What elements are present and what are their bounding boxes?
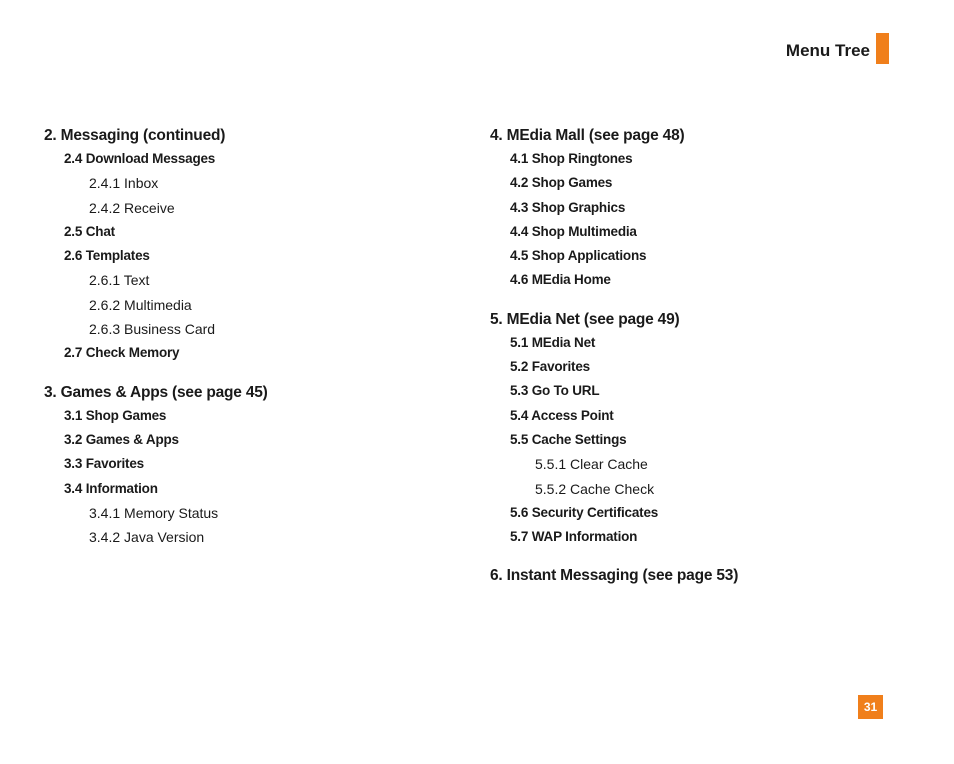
section-title: 4. MEdia Mall (see page 48)	[490, 127, 685, 144]
menu-section	[490, 565, 738, 587]
left-column	[44, 125, 268, 565]
sub-submenu-item: 2.6.2 Multimedia	[89, 296, 192, 313]
right-column	[490, 125, 738, 603]
menu-section	[44, 125, 268, 366]
header-accent-bar	[876, 33, 889, 64]
sub-submenu-item: 2.4.1 Inbox	[89, 175, 159, 192]
submenu-item: 4.6 MEdia Home	[510, 272, 611, 288]
menu-section	[44, 382, 268, 550]
section-title: 3. Games & Apps (see page 45)	[44, 383, 268, 401]
submenu-item: 5.2 Favorites	[510, 359, 590, 375]
submenu-item: 3.1 Shop Games	[64, 407, 167, 423]
submenu-item: 5.4 Access Point	[510, 407, 614, 423]
sub-submenu-item: 3.4.1 Memory Status	[89, 504, 219, 521]
submenu-item: 5.5 Cache Settings	[510, 431, 627, 447]
menu-section	[490, 309, 738, 550]
submenu-item: 2.5 Chat	[64, 223, 115, 239]
sub-submenu-item: 2.6.3 Business Card	[89, 321, 216, 338]
submenu-item: 4.5 Shop Applications	[510, 248, 647, 264]
submenu-item: 2.6 Templates	[64, 248, 150, 264]
submenu-item: 3.3 Favorites	[64, 456, 144, 472]
section-title: 2. Messaging (continued)	[44, 127, 226, 144]
sub-submenu-item: 2.6.1 Text	[89, 272, 150, 289]
submenu-item: 5.6 Security Certificates	[510, 504, 659, 520]
sub-submenu-item: 3.4.2 Java Version	[89, 529, 205, 546]
submenu-item: 2.4 Download Messages	[64, 151, 216, 166]
sub-submenu-item: 5.5.1 Clear Cache	[535, 456, 648, 473]
submenu-item: 4.4 Shop Multimedia	[510, 223, 637, 239]
submenu-item: 3.2 Games & Apps	[64, 431, 179, 447]
page-number-badge: 31	[858, 695, 883, 719]
submenu-item: 5.1 MEdia Net	[510, 334, 596, 350]
sub-submenu-item: 5.5.2 Cache Check	[535, 480, 655, 497]
submenu-item: 4.3 Shop Graphics	[510, 199, 626, 215]
page-header-title: Menu Tree	[785, 41, 870, 60]
menu-section	[490, 125, 738, 293]
submenu-item: 4.1 Shop Ringtones	[510, 151, 633, 166]
section-title: 5. MEdia Net (see page 49)	[490, 310, 680, 328]
submenu-item: 4.2 Shop Games	[510, 175, 613, 191]
submenu-item: 3.4 Information	[64, 480, 158, 496]
sub-submenu-item: 2.4.2 Receive	[89, 199, 175, 216]
section-title: 6. Instant Messaging (see page 53)	[490, 567, 739, 585]
submenu-item: 2.7 Check Memory	[64, 345, 180, 361]
submenu-item: 5.3 Go To URL	[510, 383, 600, 399]
submenu-item: 5.7 WAP Information	[510, 529, 638, 545]
